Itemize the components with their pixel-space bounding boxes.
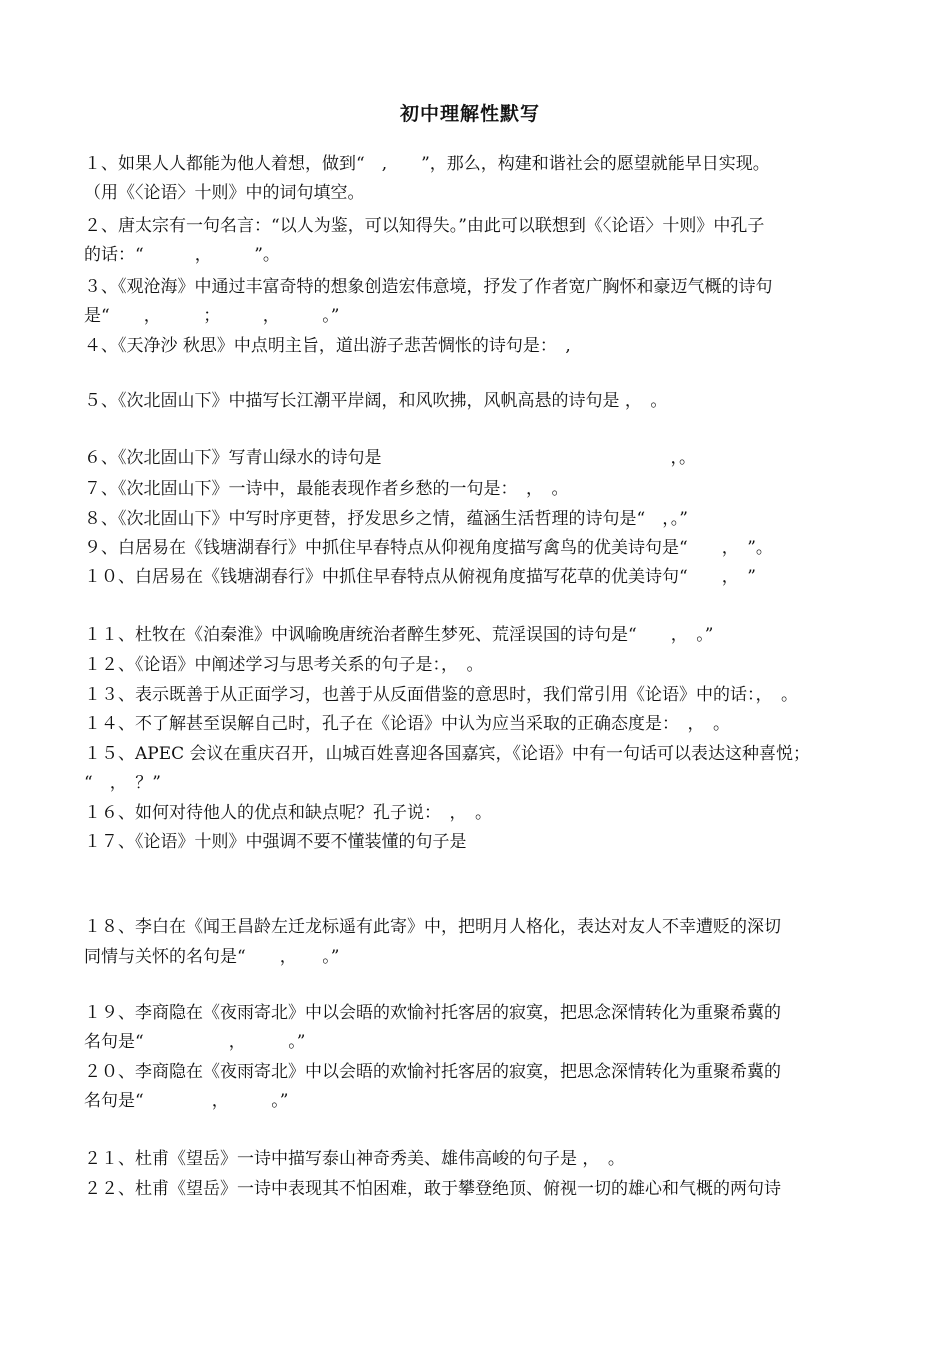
question-line: ２、唐太宗有一句名言：“以人为鉴，可以知得失。”由此可以联想到《〈论语〉十则》中孔子 (84, 216, 765, 236)
question-line: （用《〈论语〉十则》中的词句填空。 (84, 183, 365, 203)
question-line: ２１、杜甫《望岳》一诗中描写泰山神奇秀美、雄伟高峻的句子是 ， 。 (84, 1149, 625, 1169)
question-line: ２０、李商隐在《夜雨寄北》中以会晤的欢愉衬托客居的寂寞，把思念深情转化为重聚希冀的 (84, 1062, 781, 1082)
question-line: 是“ ， ； ， 。” (84, 306, 340, 326)
question-line: ２２、杜甫《望岳》一诗中表现其不怕困难，敢于攀登绝顶、俯视一切的雄心和气概的两句诗 (84, 1179, 781, 1199)
question-line: １９、李商隐在《夜雨寄北》中以会晤的欢愉衬托客居的寂寞，把思念深情转化为重聚希冀的 (84, 1003, 781, 1023)
question-line: ３、《观沧海》中通过丰富奇特的想象创造宏伟意境，抒发了作者宽广胸怀和豪迈气概的诗句 (84, 277, 773, 297)
question-line: １０、白居易在《钱塘湖春行》中抓住早春特点从俯视角度描写花草的优美诗句“ ， ” (84, 567, 756, 587)
question-line: ８、《次北固山下》中写时序更替，抒发思乡之情，蕴涵生活哲理的诗句是“ ，。” (84, 509, 688, 529)
question-line: ９、白居易在《钱塘湖春行》中抓住早春特点从仰视角度描写禽鸟的优美诗句是“ ， ”。 (84, 538, 773, 558)
question-line: ５、《次北固山下》中描写长江潮平岸阔，和风吹拂，风帆高悬的诗句是 ， 。 (84, 391, 668, 411)
question-line: １２、《论语》中阐述学习与思考关系的句子是：， 。 (84, 655, 484, 675)
question-line: １３、表示既善于从正面学习，也善于从反面借鉴的意思时，我们常引用《论语》中的话：， 。 (84, 685, 798, 705)
question-line: ６、《次北固山下》写青山绿水的诗句是 ，。 (84, 448, 696, 468)
question-line: １４、不了解甚至误解自己时，孔子在《论语》中认为应当采取的正确态度是： ， 。 (84, 714, 730, 734)
question-line: １６、如何对待他人的优点和缺点呢？孔子说： ， 。 (84, 803, 492, 823)
question-line: 同情与关怀的名句是“ ， 。” (84, 947, 340, 967)
question-line: “ ， ？” (84, 773, 161, 793)
question-line: １７、《论语》十则》中强调不要不懂装懂的句子是 (84, 832, 467, 852)
question-line: １、如果人人都能为他人着想，做到“ , ”，那么，构建和谐社会的愿望就能早日实现。 (84, 154, 770, 174)
question-line: １１、杜牧在《泊秦淮》中讽喻晚唐统治者醉生梦死、荒淫误国的诗句是“ ， 。” (84, 625, 714, 645)
question-line: １５、APEC 会议在重庆召开，山城百姓喜迎各国嘉宾，《论语》中有一句话可以表达这种喜悦； (84, 744, 811, 764)
question-line: １８、李白在《闻王昌龄左迁龙标遥有此寄》中，把明月人格化，表达对友人不幸遭贬的深切 (84, 917, 781, 937)
question-line: 的话：“ ， ”。 (84, 245, 280, 265)
question-line: ４、《天净沙 秋思》中点明主旨，道出游子悲苦惆怅的诗句是： , (84, 336, 571, 356)
question-line: 名句是“ ， 。” (84, 1032, 306, 1052)
page-title: 初中理解性默写 (399, 103, 540, 125)
question-line: 名句是“ ， 。” (84, 1091, 289, 1111)
question-line: ７、《次北固山下》一诗中，最能表现作者乡愁的一句是： ， 。 (84, 479, 569, 499)
